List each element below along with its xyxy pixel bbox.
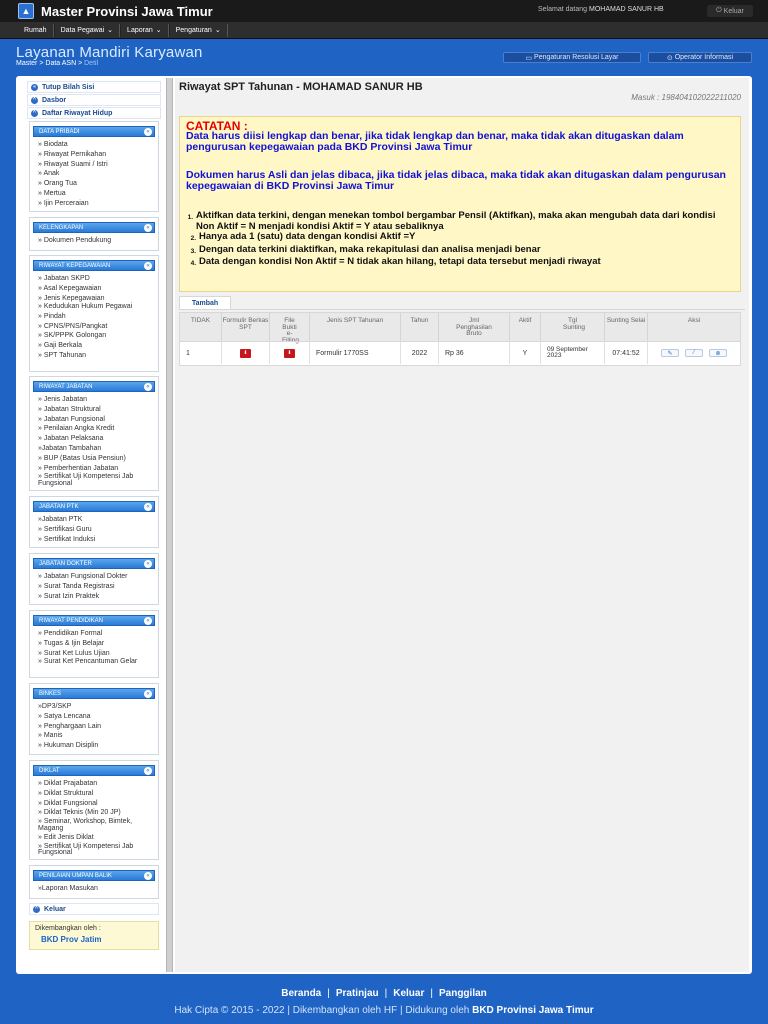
sidebar-item-angka-kredit[interactable]: » Penilaian Angka Kredit bbox=[38, 425, 115, 433]
sidebar-item-pencantuman-gelar[interactable]: » Surat Ket Pencantuman Gelar bbox=[38, 658, 138, 666]
welcome-prefix: Selamat datang bbox=[538, 6, 588, 13]
sidebar-item-edit-jenis-diklat[interactable]: » Edit Jenis Diklat bbox=[38, 834, 94, 842]
sidebar-item-jabatan-ptk[interactable]: »Jabatan PTK bbox=[38, 516, 83, 523]
welcome-text bbox=[538, 6, 664, 13]
col-header-tahun: Tahun bbox=[401, 313, 439, 341]
cell-tahun: 2022 bbox=[401, 341, 439, 364]
footer-link-pratinjau[interactable]: Pratinjau bbox=[335, 988, 379, 999]
page-header bbox=[0, 39, 768, 75]
panel-title: PENILAIAN UMPAN BALIK bbox=[39, 872, 112, 879]
item-label: Jenis Kepegawaian bbox=[43, 294, 105, 302]
panel-riwayat-jabatan bbox=[29, 376, 159, 491]
cell-aktif: Y bbox=[510, 341, 541, 364]
panel-title: DATA PRIBADI bbox=[39, 128, 80, 135]
operator-info-button[interactable] bbox=[648, 52, 752, 63]
item-label: Sertifikasi Guru bbox=[43, 525, 92, 533]
footer-link-keluar[interactable]: Keluar bbox=[393, 988, 425, 999]
notice-list-item: 3. Dengan data terkini diaktifkan, maka rekapitulasi dan analisa menjadi benar bbox=[186, 245, 736, 258]
copyright-text: Hak Cipta © 2015 - 2022 | Dikembangkan oleh HF | Didukung oleh bbox=[174, 1005, 470, 1016]
resolution-settings-label: Pengaturan Resolusi Layar bbox=[534, 54, 619, 61]
item-label: Hukuman Disiplin bbox=[43, 742, 99, 750]
breadcrumb-data-asn[interactable]: Data ASN bbox=[45, 60, 77, 67]
notice-item-text: Aktifkan data terkini, dengan menekan tombol bergambar Pensil (Aktifkan), maka akan mengubah data dari kondisi Non Aktif = N menjadi kondisi Aktif = Y atau sebaliknya bbox=[196, 210, 716, 232]
breadcrumb-detil: Detil bbox=[84, 60, 99, 67]
col-header-tgl-sunting: Tgl Sunting bbox=[541, 313, 605, 341]
developer-box bbox=[29, 921, 159, 950]
sidebar-item-fungsional-dokter[interactable]: » Jabatan Fungsional Dokter bbox=[38, 573, 128, 580]
developer-name: BKD Prov Jatim bbox=[41, 935, 102, 944]
sidebar-close-link[interactable] bbox=[27, 81, 161, 93]
main-menu bbox=[0, 22, 768, 39]
item-label: Surat Izin Praktek bbox=[43, 592, 100, 600]
sidebar-item-satya-lencana[interactable]: » Satya Lencana bbox=[38, 712, 91, 720]
item-label: Jabatan Pelaksana bbox=[43, 435, 104, 443]
tab-tambah[interactable]: Tambah bbox=[179, 296, 231, 309]
power-icon: ⏻ bbox=[716, 7, 722, 14]
sidebar-item-pendidikan-formal[interactable]: » Pendidikan Formal bbox=[38, 630, 103, 637]
col-header-aktif: Aktif bbox=[510, 313, 541, 341]
sidebar-item-diklat-fungsional[interactable]: » Diklat Fungsional bbox=[38, 799, 98, 807]
menu-rumah[interactable] bbox=[18, 24, 54, 37]
panel-riwayat-kepegawaian bbox=[29, 255, 159, 372]
item-label: Riwayat Suami / Istri bbox=[43, 160, 108, 168]
chevron-down-icon: ⌄ bbox=[155, 27, 162, 34]
item-label: Diklat Fungsional bbox=[43, 799, 98, 807]
panel-jabatan-dokter bbox=[29, 553, 159, 605]
cell-penghasilan: Rp 36 bbox=[439, 341, 510, 364]
sidebar-item-jabatan-pelaksana[interactable]: » Jabatan Pelaksana bbox=[38, 435, 104, 443]
sidebar-item-manis[interactable]: » Manis bbox=[38, 732, 63, 740]
main-content bbox=[175, 78, 749, 972]
chevron-up-icon: ^ bbox=[31, 97, 38, 104]
collapse-icon: « bbox=[144, 560, 152, 568]
panel-title: JABATAN DOKTER bbox=[39, 560, 92, 567]
notice-list-item: 4. Data dengan kondisi Non Aktif = N tidak akan hilang, tetapi data tersebut menjadi riwayat bbox=[186, 257, 736, 270]
developer-label: Dikembangkan oleh : bbox=[35, 925, 101, 932]
item-label: Sertifikat Uji Kompetensi Jab Fungsional bbox=[38, 473, 134, 487]
cell-formulir bbox=[222, 341, 270, 364]
notice-item-text: Data dengan kondisi Non Aktif = N tidak akan hilang, tetapi data tersebut menjadi riwayat bbox=[199, 256, 601, 267]
collapse-icon: « bbox=[144, 262, 152, 270]
collapse-icon: « bbox=[144, 872, 152, 880]
sidebar-item-asal-kepegawaian[interactable]: » Asal Kepegawaian bbox=[38, 284, 102, 292]
item-label: Manis bbox=[43, 732, 63, 740]
sidebar-item-sertifikasi-guru[interactable]: » Sertifikasi Guru bbox=[38, 525, 92, 533]
sidebar-item-jabatan-tambahan[interactable]: »Jabatan Tambahan bbox=[38, 444, 102, 452]
panel-header[interactable] bbox=[33, 381, 155, 392]
panel-riwayat-pendidikan bbox=[29, 610, 159, 678]
panel-header[interactable] bbox=[33, 260, 155, 271]
panel-title: RIWAYAT JABATAN bbox=[39, 383, 93, 390]
item-label: Diklat Struktural bbox=[43, 789, 94, 797]
item-label: CPNS/PNS/Pangkat bbox=[43, 322, 108, 330]
sidebar-item-diklat-teknis[interactable]: » Diklat Teknis (Min 20 JP) bbox=[38, 809, 121, 817]
sidebar-item-penghargaan[interactable]: » Penghargaan Lain bbox=[38, 722, 102, 730]
notice-item-text: Hanya ada 1 (satu) data dengan kondisi Aktif =Y bbox=[199, 231, 416, 242]
content-title: Riwayat SPT Tahunan - MOHAMAD SANUR HB bbox=[179, 81, 423, 93]
sidebar-item-biodata[interactable]: » Biodata bbox=[38, 141, 68, 148]
item-label: Surat Ket Lulus Ujian bbox=[43, 649, 110, 657]
cell-no: 1 bbox=[180, 341, 222, 364]
top-bar bbox=[0, 0, 768, 22]
item-label: Tugas & Ijin Belajar bbox=[43, 639, 105, 647]
footer-link-panggilan[interactable]: Panggilan bbox=[438, 988, 487, 999]
panel-title: RIWAYAT PENDIDIKAN bbox=[39, 617, 104, 624]
item-label: Diklat Teknis (Min 20 JP) bbox=[43, 809, 121, 817]
item-label: Penilaian Angka Kredit bbox=[43, 425, 115, 433]
sidebar-item-ijin-perceraian[interactable]: » Ijin Perceraian bbox=[38, 199, 89, 207]
panel-diklat bbox=[29, 760, 159, 860]
sidebar-item-jabatan-fungsional[interactable]: » Jabatan Fungsional bbox=[38, 415, 105, 423]
sidebar-item-jabatan-struktural[interactable]: » Jabatan Struktural bbox=[38, 405, 101, 413]
col-header-file-bukti: File Bukti e-Filling bbox=[270, 313, 310, 341]
monitor-icon: ▭ bbox=[525, 54, 535, 62]
sidebar-item-dp3-skp[interactable]: »DP3/SKP bbox=[38, 703, 72, 710]
item-label: Diklat Prajabatan bbox=[43, 780, 98, 787]
item-label: SK/PPPK Golongan bbox=[43, 332, 107, 340]
item-label: Jabatan Fungsional bbox=[43, 415, 105, 423]
sidebar-item-gaji-berkala[interactable]: » Gaji Berkala bbox=[38, 342, 82, 350]
notice-heading: CATATAN : bbox=[186, 119, 248, 133]
sidebar-splitter[interactable] bbox=[166, 78, 173, 972]
col-header-sunting-selai: Sunting Selai bbox=[605, 313, 648, 341]
masuk-info: Masuk : 198404102022211020 bbox=[631, 93, 741, 102]
panel-header[interactable] bbox=[33, 615, 155, 626]
panel-header[interactable] bbox=[33, 501, 155, 512]
breadcrumb: Master > Data ASN > Detil bbox=[16, 60, 99, 67]
sidebar-item-spt-tahunan[interactable]: » SPT Tahunan bbox=[38, 352, 87, 360]
panel-header[interactable] bbox=[33, 222, 155, 233]
operator-info-label: Operator Informasi bbox=[674, 54, 734, 61]
item-label: Biodata bbox=[43, 141, 68, 148]
footer-link-beranda[interactable]: Beranda bbox=[281, 988, 322, 999]
item-label: Riwayat Pernikahan bbox=[43, 150, 107, 158]
item-label: Sertifikat Induksi bbox=[43, 535, 96, 543]
tab-divider bbox=[179, 309, 745, 310]
notice-list bbox=[186, 211, 736, 270]
item-label: Jabatan Struktural bbox=[43, 405, 101, 413]
notice-box bbox=[179, 116, 741, 292]
sidebar-item-str[interactable]: » Surat Tanda Registrasi bbox=[38, 582, 115, 590]
panel-title: BINKES bbox=[39, 690, 62, 697]
sidebar-item-tugas-belajar[interactable]: » Tugas & Ijin Belajar bbox=[38, 639, 105, 647]
sidebar-item-pindah[interactable]: » Pindah bbox=[38, 312, 66, 320]
menu-label: Pengaturan bbox=[175, 26, 212, 34]
panel-header[interactable] bbox=[33, 765, 155, 776]
sidebar-item-kedudukan-hukum[interactable]: » Kedudukan Hukum Pegawai bbox=[38, 303, 133, 311]
collapse-icon: « bbox=[144, 503, 152, 511]
chevron-down-icon: ⌄ bbox=[214, 27, 221, 34]
sidebar-item-pemberhentian[interactable]: » Pemberhentian Jabatan bbox=[38, 464, 119, 472]
app-logo-icon: ▲ bbox=[18, 3, 34, 19]
sidebar-item-jenis-kepegawaian[interactable]: » Jenis Kepegawaian bbox=[38, 294, 105, 302]
sidebar-item-hukuman-disiplin[interactable]: » Hukuman Disiplin bbox=[38, 742, 99, 750]
panel-title: RIWAYAT KEPEGAWAIAN bbox=[39, 262, 111, 269]
collapse-icon: « bbox=[144, 128, 152, 136]
item-label: BUP (Batas Usia Pensiun) bbox=[43, 454, 126, 462]
panel-title: KELENGKAPAN bbox=[39, 224, 84, 231]
item-label: Laporan Masukan bbox=[41, 885, 98, 892]
menu-label: Laporan bbox=[127, 26, 153, 34]
item-label: Jabatan Fungsional Dokter bbox=[43, 573, 128, 580]
item-label: Edit Jenis Diklat bbox=[43, 834, 94, 842]
panel-header[interactable] bbox=[33, 870, 155, 881]
cell-sunting-selai: 07:41:52 bbox=[605, 341, 648, 364]
cell-aksi bbox=[648, 341, 740, 364]
panel-binkes bbox=[29, 683, 159, 755]
collapse-icon: « bbox=[144, 767, 152, 775]
sidebar-cv-link[interactable] bbox=[27, 107, 161, 119]
pdf-icon[interactable]: ⬇ bbox=[240, 349, 251, 358]
item-label: Pemberhentian Jabatan bbox=[43, 464, 119, 472]
item-label: Gaji Berkala bbox=[43, 342, 82, 350]
sidebar-item-jenis-jabatan[interactable]: » Jenis Jabatan bbox=[38, 396, 88, 403]
notice-list-item: 1. Aktifkan data terkini, dengan menekan tombol bergambar Pensil (Aktifkan), maka akan mengubah data dari kondisi Non Aktif = N menjadi kondisi Aktif = Y atau sebaliknya bbox=[186, 211, 736, 232]
sidebar-item-bup[interactable]: » BUP (Batas Usia Pensiun) bbox=[38, 454, 126, 462]
sidebar-item-riwayat-pernikahan[interactable]: » Riwayat Pernikahan bbox=[38, 150, 107, 158]
panel-header[interactable] bbox=[33, 558, 155, 569]
circle-arrow-icon: « bbox=[31, 84, 38, 91]
col-header-aksi: Aksi bbox=[648, 313, 740, 341]
sidebar-dashboard-link[interactable] bbox=[27, 94, 161, 106]
panel-title: JABATAN PTK bbox=[39, 503, 79, 510]
notice-paragraph-1: Data harus diisi lengkap dan benar, jika tidak lengkap dan benar, maka tidak akan ditugaskan dalam pengurusan kepegawaian pada BKD Provinsi Jawa Timur bbox=[186, 130, 684, 153]
welcome-user: MOHAMAD SANUR HB bbox=[589, 6, 664, 13]
item-label: Jabatan Tambahan bbox=[41, 444, 102, 452]
item-label: Jabatan SKPD bbox=[43, 275, 90, 282]
item-label: Surat Tanda Registrasi bbox=[43, 582, 115, 590]
item-label: Anak bbox=[43, 170, 60, 178]
item-label: Orang Tua bbox=[43, 180, 77, 188]
menu-label: Data Pegawai bbox=[60, 26, 105, 34]
menu-data-pegawai[interactable] bbox=[54, 24, 120, 37]
sidebar-item-jabatan-skpd[interactable]: » Jabatan SKPD bbox=[38, 275, 90, 282]
sidebar-item-laporan-masukan[interactable]: »Laporan Masukan bbox=[38, 885, 98, 892]
edit-icon[interactable]: ⁄ bbox=[685, 349, 703, 357]
resolution-settings-button[interactable] bbox=[503, 52, 641, 63]
item-label: SPT Tahunan bbox=[43, 352, 87, 360]
item-label: Asal Kepegawaian bbox=[43, 284, 102, 292]
sidebar-item-orang-tua[interactable]: » Orang Tua bbox=[38, 180, 77, 188]
menu-laporan[interactable] bbox=[120, 24, 169, 37]
sidebar-item-cpns-pangkat[interactable]: » CPNS/PNS/Pangkat bbox=[38, 322, 108, 330]
sidebar-link-label: Tutup Bilah Sisi bbox=[42, 83, 95, 91]
panel-header[interactable] bbox=[33, 126, 155, 137]
sidebar-item-diklat-struktural[interactable]: » Diklat Struktural bbox=[38, 789, 94, 797]
col-header-penghasilan: Jml Penghasilan Bruto bbox=[439, 313, 510, 341]
pencil-icon[interactable]: ✎ bbox=[661, 349, 679, 357]
sidebar-item-sertifikat-kompetensi-diklat[interactable]: » Sertifikat Uji Kompetensi Jab Fungsional bbox=[38, 842, 134, 857]
cell-jenis-spt: Formulir 1770SS bbox=[310, 341, 401, 364]
panel-umpan-balik bbox=[29, 865, 159, 899]
item-label: Pindah bbox=[43, 312, 66, 320]
panel-kelengkapan bbox=[29, 217, 159, 251]
sidebar-item-mertua[interactable]: » Mertua bbox=[38, 189, 66, 197]
col-header-jenis-spt: Jenis SPT Tahunan bbox=[310, 313, 401, 341]
copyright-org: BKD Provinsi Jawa Timur bbox=[472, 1005, 594, 1016]
sidebar-item-suami-istri[interactable]: » Riwayat Suami / Istri bbox=[38, 160, 108, 168]
cell-tgl-sunting: 09 September 2023 bbox=[541, 341, 605, 364]
collapse-icon: « bbox=[144, 383, 152, 391]
sidebar-link-label: Daftar Riwayat Hidup bbox=[42, 109, 113, 117]
top-logout-button[interactable] bbox=[707, 5, 753, 17]
collapse-icon: « bbox=[144, 617, 152, 625]
sidebar-link-label: Dasbor bbox=[42, 96, 67, 104]
sidebar-item-sk-pppk[interactable]: » SK/PPPK Golongan bbox=[38, 332, 107, 340]
notice-item-text: Dengan data terkini diaktifkan, maka rekapitulasi dan analisa menjadi benar bbox=[199, 243, 541, 255]
sidebar-logout-label: Keluar bbox=[44, 905, 66, 913]
sidebar-item-seminar[interactable]: » Seminar, Workshop, Bimtek, Magang bbox=[38, 818, 133, 832]
item-label: Sertifikat Uji Kompetensi Jab Fungsional bbox=[38, 842, 134, 857]
item-label: Jabatan PTK bbox=[41, 516, 83, 523]
item-label: Dokumen Pendukung bbox=[43, 237, 112, 244]
menu-pengaturan[interactable] bbox=[169, 24, 228, 37]
info-icon: ⊙ bbox=[666, 54, 675, 62]
copyright bbox=[0, 1005, 768, 1016]
item-label: Penghargaan Lain bbox=[43, 722, 102, 730]
item-label: Ijin Perceraian bbox=[43, 199, 89, 207]
item-label: Pendidikan Formal bbox=[43, 630, 103, 637]
col-header-formulir: Formulir Berkas SPT bbox=[222, 313, 270, 341]
sidebar-item-dokumen-pendukung[interactable]: » Dokumen Pendukung bbox=[38, 237, 112, 244]
notice-list-item: 2. Hanya ada 1 (satu) data dengan kondisi Aktif =Y bbox=[186, 232, 736, 245]
panel-header[interactable] bbox=[33, 688, 155, 699]
chevron-down-icon: ⌄ bbox=[107, 27, 114, 34]
panel-jabatan-ptk bbox=[29, 496, 159, 548]
menu-label: Rumah bbox=[24, 26, 47, 34]
app-title: Master Provinsi Jawa Timur bbox=[41, 3, 213, 19]
collapse-icon: « bbox=[144, 224, 152, 232]
top-logout-label: Keluar bbox=[723, 7, 744, 15]
sidebar-item-lulus-ujian[interactable]: » Surat Ket Lulus Ujian bbox=[38, 649, 110, 657]
sidebar-item-sip[interactable]: » Surat Izin Praktek bbox=[38, 592, 100, 600]
item-label: Mertua bbox=[43, 189, 66, 197]
item-label: Surat Ket Pencantuman Gelar bbox=[43, 658, 138, 666]
sidebar-item-sertifikat-induksi[interactable]: » Sertifikat Induksi bbox=[38, 535, 96, 543]
delete-icon[interactable]: ⊗ bbox=[709, 349, 727, 357]
chevron-up-icon: ^ bbox=[31, 110, 38, 117]
notice-paragraph-2: Dokumen harus Asli dan jelas dibaca, jika tidak jelas dibaca, maka tidak akan ditugaskan dalam pengurusan kepegawaian di BKD Provinsi Jawa Timur bbox=[186, 169, 726, 192]
item-label: DP3/SKP bbox=[41, 703, 72, 710]
page-title: Layanan Mandiri Karyawan bbox=[16, 44, 203, 61]
sidebar-logout-link[interactable] bbox=[29, 903, 159, 915]
footer-links: Beranda | Pratinjau | Keluar | Panggilan bbox=[281, 988, 487, 999]
cell-file-bukti bbox=[270, 341, 310, 364]
sidebar-item-sertifikat-kompetensi[interactable]: » Sertifikat Uji Kompetensi Jab Fungsional bbox=[38, 473, 134, 487]
collapse-icon: « bbox=[144, 690, 152, 698]
item-label: Jenis Jabatan bbox=[43, 396, 88, 403]
item-label: Kedudukan Hukum Pegawai bbox=[43, 303, 133, 311]
breadcrumb-master[interactable]: Master bbox=[16, 60, 38, 67]
pdf-icon[interactable]: ⬇ bbox=[284, 349, 295, 358]
sidebar-item-anak[interactable]: » Anak bbox=[38, 170, 60, 178]
spt-table bbox=[179, 312, 741, 366]
sidebar-item-diklat-prajabatan[interactable]: » Diklat Prajabatan bbox=[38, 780, 98, 787]
panel-data-pribadi bbox=[29, 121, 159, 212]
item-label: Seminar, Workshop, Bimtek, Magang bbox=[38, 818, 133, 832]
panel-title: DIKLAT bbox=[39, 767, 60, 774]
col-header-tidak: TIDAK bbox=[180, 313, 222, 341]
item-label: Satya Lencana bbox=[43, 712, 91, 720]
chevron-up-icon: ^ bbox=[33, 906, 40, 913]
